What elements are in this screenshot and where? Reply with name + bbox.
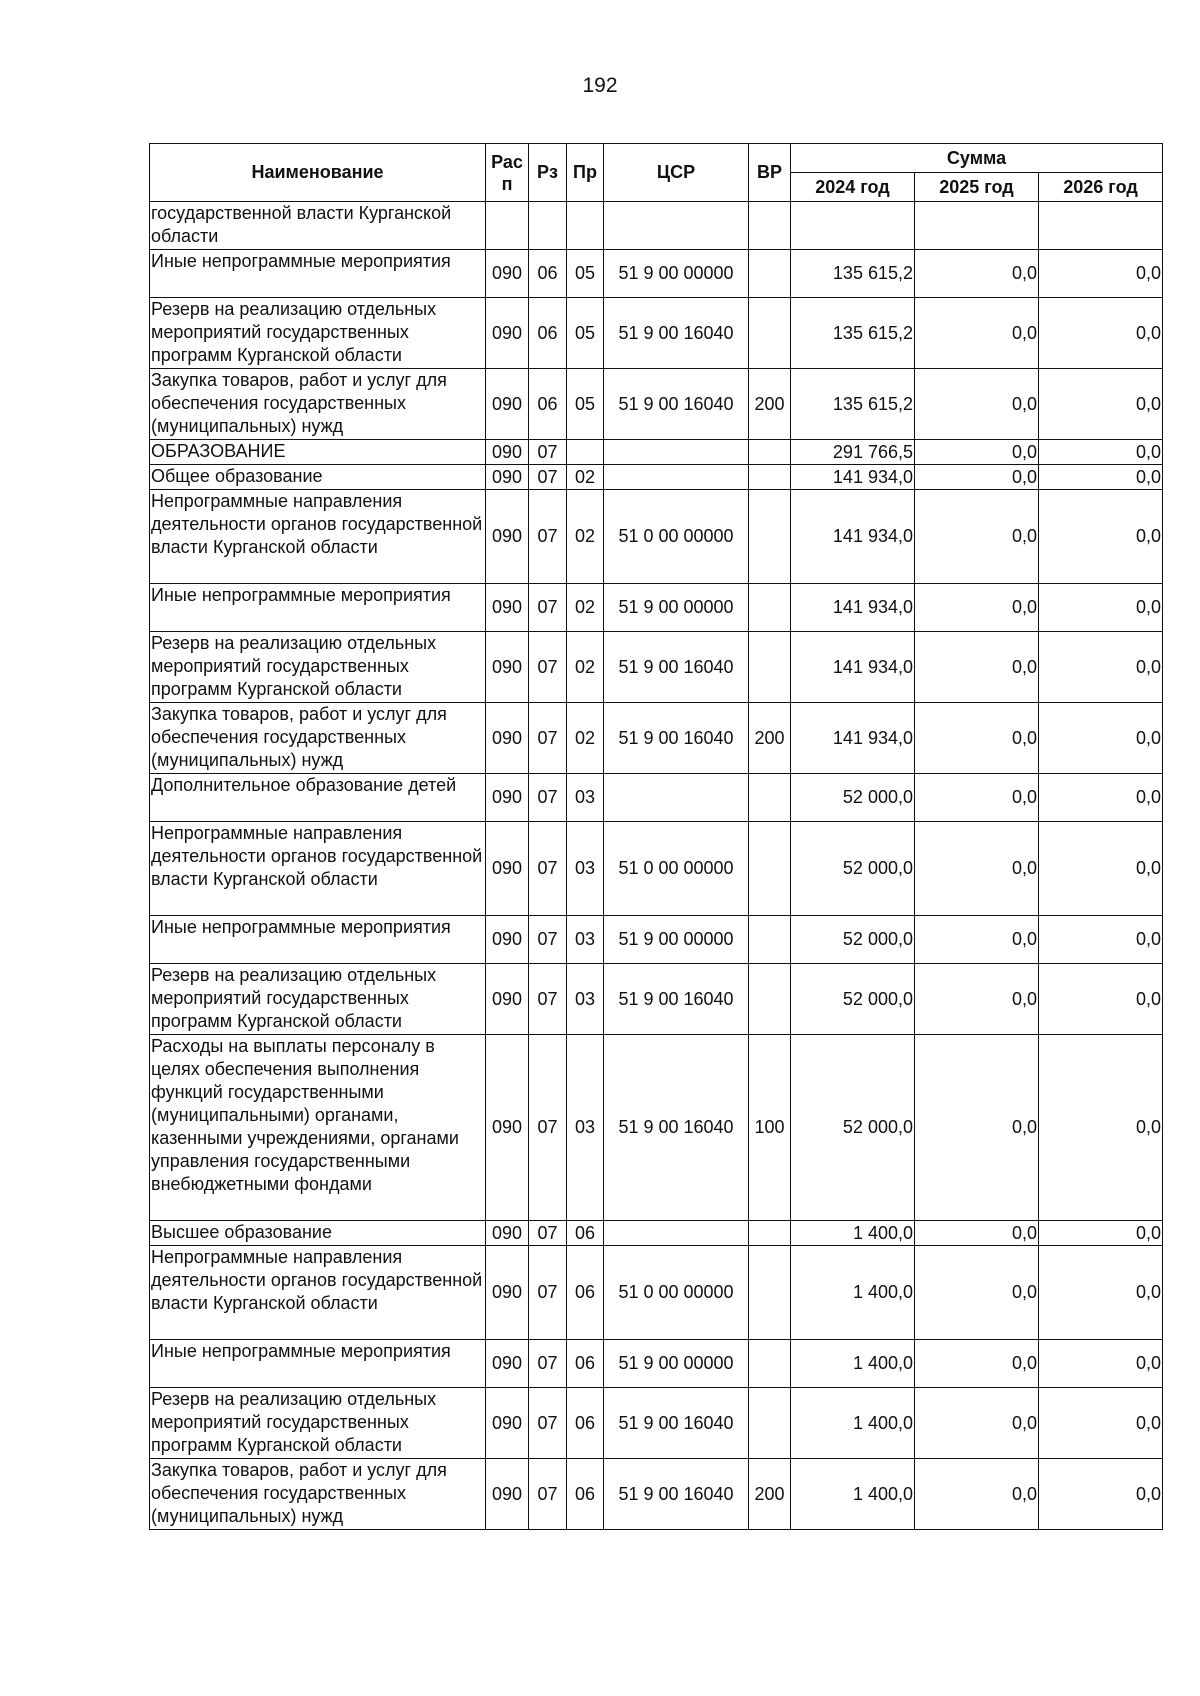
cell-rasp: 090: [486, 1035, 529, 1221]
page-number: 192: [582, 74, 618, 97]
cell-sum-2026: 0,0: [1039, 440, 1163, 465]
table-row: [150, 822, 1163, 916]
cell-csr: [604, 774, 749, 822]
cell-name: Резерв на реализацию отдельных мероприятий государственных программ Курганской области: [150, 1388, 486, 1459]
cell-pr: 05: [567, 369, 604, 440]
cell-pr: 02: [567, 584, 604, 632]
cell-sum-2026: 0,0: [1039, 490, 1163, 584]
cell-sum-2025: 0,0: [915, 632, 1039, 703]
cell-csr: 51 9 00 16040: [604, 632, 749, 703]
cell-sum-2024: 52 000,0: [791, 822, 915, 916]
cell-name: Резерв на реализацию отдельных мероприятий государственных программ Курганской области: [150, 632, 486, 703]
cell-vr: [749, 440, 791, 465]
cell-rasp: 090: [486, 703, 529, 774]
table-header: [150, 144, 1163, 202]
cell-sum-2025: 0,0: [915, 1340, 1039, 1388]
cell-rz: 07: [529, 1388, 567, 1459]
cell-pr: 06: [567, 1246, 604, 1340]
cell-sum-2025: 0,0: [915, 369, 1039, 440]
cell-sum-2024: 1 400,0: [791, 1340, 915, 1388]
cell-pr: 02: [567, 490, 604, 584]
cell-name: Иные непрограммные мероприятия: [150, 1340, 486, 1388]
cell-name: ОБРАЗОВАНИЕ: [150, 440, 486, 465]
cell-sum-2025: [915, 202, 1039, 250]
header-csr: ЦСР: [604, 144, 749, 202]
cell-sum-2024: 52 000,0: [791, 1035, 915, 1221]
cell-sum-2025: 0,0: [915, 1388, 1039, 1459]
cell-name: Иные непрограммные мероприятия: [150, 916, 486, 964]
cell-rz: [529, 202, 567, 250]
cell-rz: 07: [529, 1246, 567, 1340]
cell-sum-2025: 0,0: [915, 822, 1039, 916]
cell-sum-2026: 0,0: [1039, 774, 1163, 822]
cell-name: Непрограммные направления деятельности органов государственной власти Курганской области: [150, 490, 486, 584]
cell-vr: [749, 490, 791, 584]
cell-rz: 07: [529, 964, 567, 1035]
cell-rasp: 090: [486, 440, 529, 465]
cell-rz: 07: [529, 584, 567, 632]
cell-sum-2024: 1 400,0: [791, 1246, 915, 1340]
cell-name: Закупка товаров, работ и услуг для обеспечения государственных (муниципальных) нужд: [150, 369, 486, 440]
table-body: [150, 202, 1163, 1530]
table-row: [150, 465, 1163, 490]
cell-name: Непрограммные направления деятельности органов государственной власти Курганской области: [150, 1246, 486, 1340]
cell-sum-2026: 0,0: [1039, 250, 1163, 298]
cell-vr: [749, 1340, 791, 1388]
cell-sum-2026: 0,0: [1039, 822, 1163, 916]
cell-pr: [567, 202, 604, 250]
cell-rasp: 090: [486, 1221, 529, 1246]
cell-csr: 51 9 00 00000: [604, 1340, 749, 1388]
table-row: [150, 1459, 1163, 1530]
cell-rasp: 090: [486, 369, 529, 440]
cell-sum-2026: 0,0: [1039, 369, 1163, 440]
cell-sum-2025: 0,0: [915, 1035, 1039, 1221]
cell-rz: 06: [529, 298, 567, 369]
cell-csr: [604, 465, 749, 490]
table-row: [150, 632, 1163, 703]
cell-sum-2025: 0,0: [915, 440, 1039, 465]
cell-sum-2026: 0,0: [1039, 916, 1163, 964]
table-row: [150, 1035, 1163, 1221]
cell-name: Резерв на реализацию отдельных мероприятий государственных программ Курганской области: [150, 298, 486, 369]
cell-sum-2026: 0,0: [1039, 1340, 1163, 1388]
cell-pr: 03: [567, 774, 604, 822]
cell-rz: 07: [529, 774, 567, 822]
cell-name: Общее образование: [150, 465, 486, 490]
cell-sum-2026: [1039, 202, 1163, 250]
cell-rz: 07: [529, 1459, 567, 1530]
cell-sum-2026: 0,0: [1039, 1246, 1163, 1340]
cell-pr: 03: [567, 822, 604, 916]
cell-rasp: 090: [486, 465, 529, 490]
table-row: [150, 964, 1163, 1035]
table-row: [150, 1388, 1163, 1459]
cell-name: Высшее образование: [150, 1221, 486, 1246]
cell-sum-2025: 0,0: [915, 298, 1039, 369]
cell-sum-2026: 0,0: [1039, 703, 1163, 774]
header-rz: Рз: [529, 144, 567, 202]
table-row: [150, 298, 1163, 369]
cell-sum-2024: 1 400,0: [791, 1459, 915, 1530]
cell-rz: 07: [529, 490, 567, 584]
cell-rasp: 090: [486, 774, 529, 822]
cell-pr: 02: [567, 632, 604, 703]
table-row: [150, 250, 1163, 298]
cell-sum-2025: 0,0: [915, 964, 1039, 1035]
cell-rz: 07: [529, 822, 567, 916]
cell-vr: 200: [749, 369, 791, 440]
cell-csr: 51 0 00 00000: [604, 490, 749, 584]
table-row: [150, 490, 1163, 584]
cell-rz: 07: [529, 1221, 567, 1246]
table-row: [150, 440, 1163, 465]
cell-rasp: 090: [486, 298, 529, 369]
cell-vr: [749, 250, 791, 298]
cell-csr: 51 0 00 00000: [604, 1246, 749, 1340]
cell-sum-2026: 0,0: [1039, 1459, 1163, 1530]
cell-sum-2024: 135 615,2: [791, 298, 915, 369]
cell-rz: 07: [529, 440, 567, 465]
cell-sum-2024: 135 615,2: [791, 369, 915, 440]
cell-name: Резерв на реализацию отдельных мероприятий государственных программ Курганской области: [150, 964, 486, 1035]
cell-name: Закупка товаров, работ и услуг для обеспечения государственных (муниципальных) нужд: [150, 1459, 486, 1530]
cell-rz: 07: [529, 1340, 567, 1388]
table-row: [150, 703, 1163, 774]
cell-sum-2024: 141 934,0: [791, 584, 915, 632]
header-name: Наименование: [150, 144, 486, 202]
cell-name: государственной власти Курганской области: [150, 202, 486, 250]
header-year-2026: 2026 год: [1039, 173, 1163, 202]
cell-vr: [749, 774, 791, 822]
cell-csr: 51 9 00 16040: [604, 298, 749, 369]
cell-rz: 07: [529, 1035, 567, 1221]
cell-sum-2024: 141 934,0: [791, 465, 915, 490]
cell-rasp: 090: [486, 1246, 529, 1340]
cell-rasp: 090: [486, 1388, 529, 1459]
cell-sum-2024: 1 400,0: [791, 1388, 915, 1459]
cell-sum-2024: 52 000,0: [791, 774, 915, 822]
cell-rz: 06: [529, 369, 567, 440]
cell-vr: [749, 1388, 791, 1459]
cell-sum-2025: 0,0: [915, 774, 1039, 822]
cell-csr: 51 9 00 00000: [604, 916, 749, 964]
cell-pr: 02: [567, 703, 604, 774]
cell-pr: 03: [567, 1035, 604, 1221]
cell-vr: [749, 632, 791, 703]
cell-csr: 51 9 00 16040: [604, 1388, 749, 1459]
cell-sum-2025: 0,0: [915, 465, 1039, 490]
table-row: [150, 1246, 1163, 1340]
cell-rasp: 090: [486, 584, 529, 632]
cell-rasp: 090: [486, 1459, 529, 1530]
cell-vr: [749, 916, 791, 964]
cell-rasp: 090: [486, 490, 529, 584]
cell-sum-2026: 0,0: [1039, 632, 1163, 703]
header-year-2024: 2024 год: [791, 173, 915, 202]
header-sum: Сумма: [791, 144, 1163, 173]
cell-sum-2026: 0,0: [1039, 465, 1163, 490]
cell-rasp: 090: [486, 964, 529, 1035]
table-row: [150, 1221, 1163, 1246]
cell-vr: 200: [749, 703, 791, 774]
cell-sum-2025: 0,0: [915, 1459, 1039, 1530]
cell-name: Закупка товаров, работ и услуг для обеспечения государственных (муниципальных) нужд: [150, 703, 486, 774]
cell-sum-2025: 0,0: [915, 490, 1039, 584]
table-row: [150, 916, 1163, 964]
cell-csr: [604, 440, 749, 465]
cell-sum-2024: 52 000,0: [791, 964, 915, 1035]
cell-csr: [604, 1221, 749, 1246]
cell-csr: 51 9 00 00000: [604, 584, 749, 632]
cell-sum-2024: [791, 202, 915, 250]
cell-sum-2025: 0,0: [915, 1221, 1039, 1246]
table-row: [150, 202, 1163, 250]
cell-rasp: 090: [486, 1340, 529, 1388]
budget-table: [149, 143, 1163, 1530]
cell-csr: 51 0 00 00000: [604, 822, 749, 916]
cell-rasp: 090: [486, 916, 529, 964]
table-row: [150, 1340, 1163, 1388]
cell-sum-2024: 1 400,0: [791, 1221, 915, 1246]
cell-csr: 51 9 00 16040: [604, 1459, 749, 1530]
cell-pr: 03: [567, 916, 604, 964]
cell-pr: 05: [567, 250, 604, 298]
cell-sum-2026: 0,0: [1039, 584, 1163, 632]
cell-sum-2024: 52 000,0: [791, 916, 915, 964]
cell-pr: 03: [567, 964, 604, 1035]
cell-pr: [567, 440, 604, 465]
cell-pr: 06: [567, 1340, 604, 1388]
cell-name: Иные непрограммные мероприятия: [150, 584, 486, 632]
cell-csr: 51 9 00 16040: [604, 964, 749, 1035]
cell-vr: [749, 1246, 791, 1340]
table-row: [150, 774, 1163, 822]
cell-rasp: 090: [486, 822, 529, 916]
header-year-2025: 2025 год: [915, 173, 1039, 202]
cell-pr: 02: [567, 465, 604, 490]
cell-rasp: 090: [486, 632, 529, 703]
cell-sum-2024: 141 934,0: [791, 703, 915, 774]
cell-vr: [749, 584, 791, 632]
cell-name: Расходы на выплаты персоналу в целях обеспечения выполнения функций государственными (муниципальными) органами, казенными учреждениями, органами управления государственными внебюджетными фондами: [150, 1035, 486, 1221]
cell-sum-2026: 0,0: [1039, 1388, 1163, 1459]
cell-name: Иные непрограммные мероприятия: [150, 250, 486, 298]
cell-sum-2024: 141 934,0: [791, 490, 915, 584]
cell-sum-2026: 0,0: [1039, 1035, 1163, 1221]
cell-sum-2025: 0,0: [915, 703, 1039, 774]
cell-name: Непрограммные направления деятельности органов государственной власти Курганской области: [150, 822, 486, 916]
table-row: [150, 584, 1163, 632]
cell-sum-2025: 0,0: [915, 250, 1039, 298]
cell-vr: 100: [749, 1035, 791, 1221]
cell-rz: 07: [529, 465, 567, 490]
cell-rz: 07: [529, 916, 567, 964]
cell-vr: [749, 964, 791, 1035]
cell-pr: 06: [567, 1459, 604, 1530]
cell-sum-2026: 0,0: [1039, 298, 1163, 369]
cell-csr: 51 9 00 16040: [604, 703, 749, 774]
cell-sum-2024: 135 615,2: [791, 250, 915, 298]
cell-csr: 51 9 00 00000: [604, 250, 749, 298]
cell-sum-2026: 0,0: [1039, 964, 1163, 1035]
cell-rz: 07: [529, 703, 567, 774]
cell-vr: [749, 202, 791, 250]
cell-rasp: [486, 202, 529, 250]
header-pr: Пр: [567, 144, 604, 202]
cell-rz: 06: [529, 250, 567, 298]
cell-vr: 200: [749, 1459, 791, 1530]
cell-csr: 51 9 00 16040: [604, 1035, 749, 1221]
cell-sum-2025: 0,0: [915, 1246, 1039, 1340]
cell-pr: 05: [567, 298, 604, 369]
cell-name: Дополнительное образование детей: [150, 774, 486, 822]
cell-rasp: 090: [486, 250, 529, 298]
cell-vr: [749, 822, 791, 916]
cell-pr: 06: [567, 1388, 604, 1459]
cell-vr: [749, 1221, 791, 1246]
cell-csr: [604, 202, 749, 250]
header-rasp: Рас п: [486, 144, 529, 202]
table-row: [150, 369, 1163, 440]
cell-sum-2024: 291 766,5: [791, 440, 915, 465]
cell-sum-2024: 141 934,0: [791, 632, 915, 703]
cell-pr: 06: [567, 1221, 604, 1246]
header-vr: ВР: [749, 144, 791, 202]
cell-csr: 51 9 00 16040: [604, 369, 749, 440]
cell-sum-2025: 0,0: [915, 584, 1039, 632]
cell-rz: 07: [529, 632, 567, 703]
cell-vr: [749, 465, 791, 490]
cell-sum-2026: 0,0: [1039, 1221, 1163, 1246]
cell-vr: [749, 298, 791, 369]
cell-sum-2025: 0,0: [915, 916, 1039, 964]
